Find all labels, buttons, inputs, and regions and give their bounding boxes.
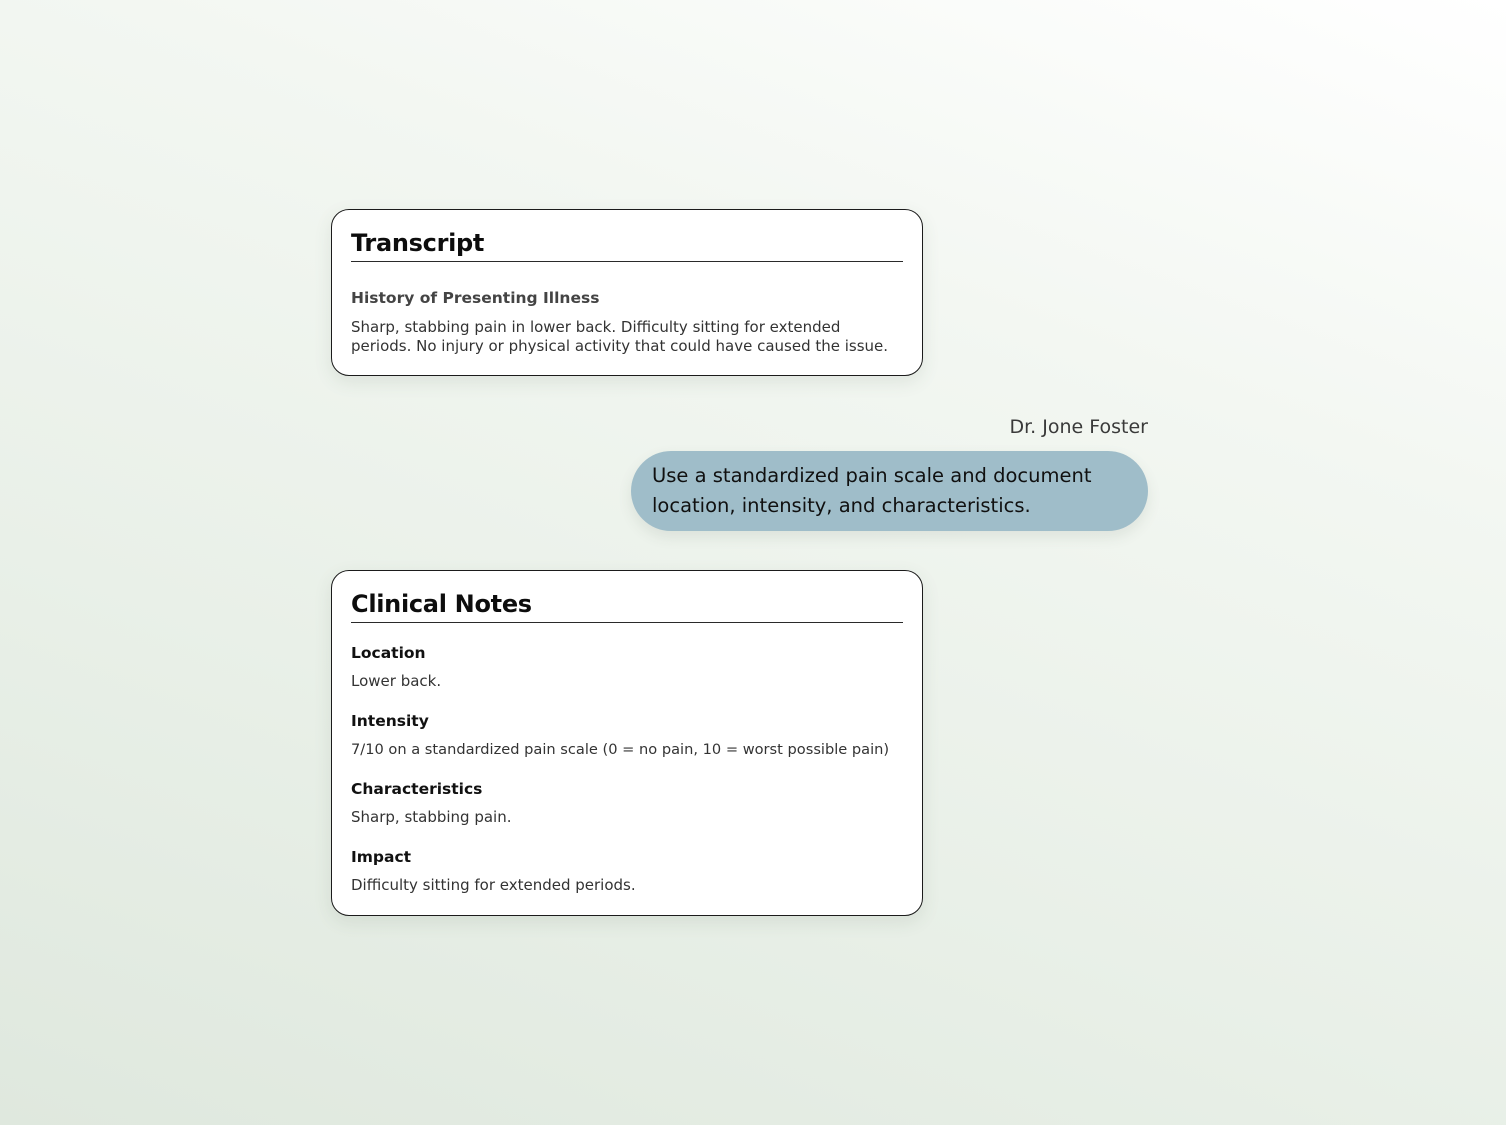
characteristics-heading: Characteristics: [351, 780, 483, 798]
chat-message-bubble: Use a standardized pain scale and document location, intensity, and characteristics.: [631, 451, 1148, 531]
transcript-title: Transcript: [351, 228, 903, 262]
clinical-notes-card: [331, 570, 923, 916]
clinical-notes-title: Clinical Notes: [351, 589, 903, 623]
location-value: Lower back.: [351, 672, 442, 690]
message-sender-name: Dr. Jone Foster: [1009, 416, 1148, 438]
intensity-value: 7/10 on a standardized pain scale (0 = no pain, 10 = worst possible pain): [351, 741, 890, 758]
intensity-heading: Intensity: [351, 712, 429, 730]
transcript-card: [331, 209, 923, 376]
transcript-section-heading: History of Presenting Illness: [351, 289, 600, 307]
location-heading: Location: [351, 644, 426, 662]
impact-heading: Impact: [351, 848, 412, 866]
characteristics-value: Sharp, stabbing pain.: [351, 808, 512, 826]
impact-value: Difficulty sitting for extended periods.: [351, 876, 636, 894]
transcript-section-body: Sharp, stabbing pain in lower back. Difficulty sitting for extended periods. No injury or physical activity that could have caused the issue.: [351, 318, 889, 355]
